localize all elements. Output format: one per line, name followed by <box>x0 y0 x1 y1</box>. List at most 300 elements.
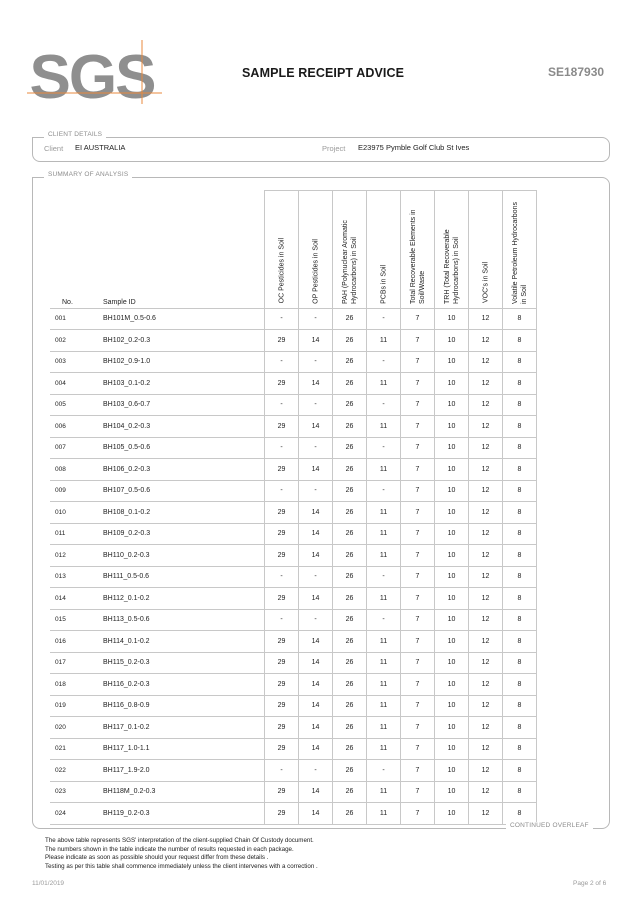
result-count-cell: 8 <box>503 631 537 653</box>
sample-number-cell: 007 <box>50 437 100 459</box>
result-count-cell: 8 <box>503 437 537 459</box>
result-count-cell: 11 <box>367 717 401 739</box>
result-count-cell: 12 <box>469 760 503 782</box>
sample-id-cell: BH108_0.1-0.2 <box>100 502 265 524</box>
result-count-cell: 12 <box>469 480 503 502</box>
result-count-cell: 10 <box>435 480 469 502</box>
result-count-cell: 26 <box>333 545 367 567</box>
result-count-cell: 8 <box>503 416 537 438</box>
result-count-cell: - <box>367 609 401 631</box>
result-count-cell: 14 <box>299 738 333 760</box>
sample-id-cell: BH107_0.5-0.6 <box>100 480 265 502</box>
result-count-cell: 10 <box>435 308 469 330</box>
project-value: E23975 Pymble Golf Club St Ives <box>358 143 470 152</box>
result-count-cell: 11 <box>367 738 401 760</box>
result-count-cell: 26 <box>333 523 367 545</box>
sample-number-cell: 009 <box>50 480 100 502</box>
result-count-cell: 29 <box>265 631 299 653</box>
result-count-cell: 12 <box>469 803 503 825</box>
result-count-cell: 12 <box>469 717 503 739</box>
result-count-cell: 12 <box>469 459 503 481</box>
result-count-cell: 7 <box>401 631 435 653</box>
result-count-cell: 11 <box>367 631 401 653</box>
result-count-cell: 14 <box>299 459 333 481</box>
sample-id-cell: BH101M_0.5-0.6 <box>100 308 265 330</box>
result-count-cell: - <box>299 351 333 373</box>
result-count-cell: 12 <box>469 523 503 545</box>
result-count-cell: 14 <box>299 416 333 438</box>
result-count-cell: 26 <box>333 760 367 782</box>
sample-number-cell: 006 <box>50 416 100 438</box>
note-line: Please indicate as soon as possible should your request differ from these details . <box>45 854 269 861</box>
sample-number-cell: 004 <box>50 373 100 395</box>
result-count-cell: - <box>299 437 333 459</box>
result-count-cell: 8 <box>503 717 537 739</box>
col-header-label: OP Pesticides in Soil <box>312 238 319 304</box>
result-count-cell: - <box>265 609 299 631</box>
result-count-cell: 8 <box>503 652 537 674</box>
result-count-cell: 26 <box>333 308 367 330</box>
result-count-cell: 14 <box>299 652 333 674</box>
result-count-cell: - <box>265 351 299 373</box>
result-count-cell: 26 <box>333 351 367 373</box>
col-header-oc-pesticides <box>265 191 299 309</box>
table-row <box>50 588 537 610</box>
table-row <box>50 566 537 588</box>
result-count-cell: 14 <box>299 803 333 825</box>
result-count-cell: 26 <box>333 480 367 502</box>
result-count-cell: 14 <box>299 674 333 696</box>
note-line: The above table represents SGS' interpretation of the client-supplied Chain Of Custody document. <box>45 837 314 844</box>
col-header-label: TRH (Total Recoverable Hydrocarbons) in Soil <box>443 228 460 304</box>
footer-date: 11/01/2019 <box>32 880 65 887</box>
sample-number-cell: 023 <box>50 781 100 803</box>
result-count-cell: 29 <box>265 416 299 438</box>
result-count-cell: 8 <box>503 308 537 330</box>
result-count-cell: 7 <box>401 545 435 567</box>
result-count-cell: 29 <box>265 588 299 610</box>
note-line: Testing as per this table shall commence immediately unless the client intervenes with a correction . <box>45 862 318 870</box>
result-count-cell: - <box>265 437 299 459</box>
table-row <box>50 674 537 696</box>
table-row <box>50 652 537 674</box>
result-count-cell: 29 <box>265 695 299 717</box>
sample-number-cell: 011 <box>50 523 100 545</box>
table-body <box>50 308 537 824</box>
sample-id-cell: BH113_0.5-0.6 <box>100 609 265 631</box>
result-count-cell: - <box>265 480 299 502</box>
table-row <box>50 717 537 739</box>
result-count-cell: 10 <box>435 717 469 739</box>
result-count-cell: 10 <box>435 631 469 653</box>
footer-page-number: Page 2 of 6 <box>573 880 607 887</box>
result-count-cell: - <box>299 566 333 588</box>
table-row <box>50 738 537 760</box>
sample-number-cell: 013 <box>50 566 100 588</box>
result-count-cell: 10 <box>435 566 469 588</box>
result-count-cell: 29 <box>265 781 299 803</box>
result-count-cell: 12 <box>469 609 503 631</box>
sample-id-cell: BH105_0.5-0.6 <box>100 437 265 459</box>
sample-id-cell: BH119_0.2-0.3 <box>100 803 265 825</box>
col-header-pcbs <box>367 191 401 309</box>
table-row <box>50 459 537 481</box>
result-count-cell: 12 <box>469 631 503 653</box>
result-count-cell: 12 <box>469 330 503 352</box>
document-number: SE187930 <box>548 65 605 79</box>
result-count-cell: 8 <box>503 523 537 545</box>
sample-number-cell: 019 <box>50 695 100 717</box>
result-count-cell: 12 <box>469 394 503 416</box>
result-count-cell: 26 <box>333 588 367 610</box>
table-row <box>50 416 537 438</box>
result-count-cell: 8 <box>503 781 537 803</box>
sample-id-cell: BH103_0.1-0.2 <box>100 373 265 395</box>
result-count-cell: 7 <box>401 652 435 674</box>
result-count-cell: 8 <box>503 609 537 631</box>
result-count-cell: 12 <box>469 308 503 330</box>
result-count-cell: 29 <box>265 459 299 481</box>
sample-id-cell: BH106_0.2-0.3 <box>100 459 265 481</box>
result-count-cell: 7 <box>401 437 435 459</box>
result-count-cell: 10 <box>435 394 469 416</box>
col-header-label: PAH (Polynuclear Aromatic Hydrocarbons) in Soil <box>341 219 358 304</box>
result-count-cell: 29 <box>265 803 299 825</box>
result-count-cell: 29 <box>265 738 299 760</box>
table-row <box>50 695 537 717</box>
result-count-cell: 11 <box>367 545 401 567</box>
result-count-cell: 12 <box>469 437 503 459</box>
client-label: Client <box>44 144 64 153</box>
result-count-cell: 10 <box>435 588 469 610</box>
result-count-cell: 29 <box>265 674 299 696</box>
result-count-cell: 10 <box>435 523 469 545</box>
col-header-no: No. <box>50 191 100 309</box>
sample-id-cell: BH117_1.0-1.1 <box>100 738 265 760</box>
result-count-cell: - <box>265 760 299 782</box>
result-count-cell: 26 <box>333 609 367 631</box>
project-label: Project <box>322 144 346 153</box>
sgs-logo-text: SGS <box>29 43 155 104</box>
sample-number-cell: 005 <box>50 394 100 416</box>
result-count-cell: 14 <box>299 502 333 524</box>
result-count-cell: 26 <box>333 717 367 739</box>
result-count-cell: 12 <box>469 545 503 567</box>
table-header-row <box>50 191 537 309</box>
result-count-cell: 11 <box>367 652 401 674</box>
result-count-cell: 26 <box>333 502 367 524</box>
notes-block <box>45 837 318 871</box>
sample-number-cell: 008 <box>50 459 100 481</box>
result-count-cell: 7 <box>401 351 435 373</box>
result-count-cell: 12 <box>469 781 503 803</box>
result-count-cell: - <box>265 308 299 330</box>
result-count-cell: 26 <box>333 803 367 825</box>
result-count-cell: 29 <box>265 330 299 352</box>
sample-number-cell: 014 <box>50 588 100 610</box>
result-count-cell: 8 <box>503 760 537 782</box>
result-count-cell: 8 <box>503 566 537 588</box>
col-header-label: Total Recoverable Elements in Soil/Waste <box>409 208 426 304</box>
result-count-cell: 10 <box>435 760 469 782</box>
sample-number-cell: 020 <box>50 717 100 739</box>
result-count-cell: 26 <box>333 631 367 653</box>
result-count-cell: 10 <box>435 652 469 674</box>
result-count-cell: 7 <box>401 803 435 825</box>
result-count-cell: 29 <box>265 373 299 395</box>
result-count-cell: 29 <box>265 652 299 674</box>
result-count-cell: 8 <box>503 545 537 567</box>
result-count-cell: 26 <box>333 652 367 674</box>
result-count-cell: - <box>367 308 401 330</box>
document-title: SAMPLE RECEIPT ADVICE <box>242 66 405 80</box>
result-count-cell: - <box>367 351 401 373</box>
col-header-label: PCBs in Soil <box>380 264 387 304</box>
result-count-cell: 10 <box>435 330 469 352</box>
sample-number-cell: 003 <box>50 351 100 373</box>
result-count-cell: - <box>367 437 401 459</box>
client-details-legend: CLIENT DETAILS <box>44 131 106 138</box>
result-count-cell: 8 <box>503 674 537 696</box>
result-count-cell: 8 <box>503 588 537 610</box>
table-row <box>50 545 537 567</box>
col-header-total-recoverable-elements <box>401 191 435 309</box>
result-count-cell: 7 <box>401 717 435 739</box>
sample-id-cell: BH117_0.1-0.2 <box>100 717 265 739</box>
result-count-cell: 14 <box>299 717 333 739</box>
sample-id-cell: BH102_0.9-1.0 <box>100 351 265 373</box>
result-count-cell: 11 <box>367 330 401 352</box>
sample-id-cell: BH118M_0.2-0.3 <box>100 781 265 803</box>
sgs-logo <box>27 40 162 104</box>
result-count-cell: 10 <box>435 695 469 717</box>
result-count-cell: 11 <box>367 502 401 524</box>
result-count-cell: 7 <box>401 566 435 588</box>
result-count-cell: - <box>367 394 401 416</box>
col-header-label: VOC's in Soil <box>482 262 489 304</box>
result-count-cell: 7 <box>401 394 435 416</box>
col-header-label: OC Pesticides in Soil <box>278 238 285 304</box>
result-count-cell: 12 <box>469 502 503 524</box>
result-count-cell: 29 <box>265 717 299 739</box>
sample-id-cell: BH116_0.2-0.3 <box>100 674 265 696</box>
note-line: The numbers shown in the table indicate the number of results requested in each package. <box>45 845 294 853</box>
result-count-cell: 7 <box>401 674 435 696</box>
result-count-cell: 26 <box>333 738 367 760</box>
result-count-cell: 12 <box>469 566 503 588</box>
result-count-cell: 12 <box>469 652 503 674</box>
result-count-cell: - <box>367 566 401 588</box>
result-count-cell: 11 <box>367 459 401 481</box>
table-row <box>50 609 537 631</box>
result-count-cell: - <box>299 480 333 502</box>
col-header-sample-id: Sample ID <box>100 191 265 309</box>
result-count-cell: 7 <box>401 760 435 782</box>
sample-number-cell: 017 <box>50 652 100 674</box>
result-count-cell: 12 <box>469 373 503 395</box>
result-count-cell: 12 <box>469 695 503 717</box>
sample-number-cell: 002 <box>50 330 100 352</box>
result-count-cell: 14 <box>299 373 333 395</box>
col-header-trh <box>435 191 469 309</box>
result-count-cell: - <box>265 566 299 588</box>
sample-number-cell: 021 <box>50 738 100 760</box>
result-count-cell: 26 <box>333 566 367 588</box>
summary-table <box>50 190 537 825</box>
result-count-cell: 11 <box>367 523 401 545</box>
result-count-cell: 26 <box>333 459 367 481</box>
table-row <box>50 480 537 502</box>
result-count-cell: 7 <box>401 523 435 545</box>
col-header-volatile-petroleum <box>503 191 537 309</box>
result-count-cell: 26 <box>333 695 367 717</box>
result-count-cell: 14 <box>299 330 333 352</box>
sample-number-cell: 018 <box>50 674 100 696</box>
result-count-cell: 26 <box>333 437 367 459</box>
result-count-cell: 8 <box>503 330 537 352</box>
result-count-cell: 12 <box>469 674 503 696</box>
result-count-cell: 26 <box>333 781 367 803</box>
result-count-cell: 29 <box>265 545 299 567</box>
sample-id-cell: BH111_0.5-0.6 <box>100 566 265 588</box>
result-count-cell: 12 <box>469 416 503 438</box>
result-count-cell: - <box>367 760 401 782</box>
sample-id-cell: BH109_0.2-0.3 <box>100 523 265 545</box>
table-row <box>50 330 537 352</box>
result-count-cell: 26 <box>333 394 367 416</box>
result-count-cell: 26 <box>333 373 367 395</box>
result-count-cell: 7 <box>401 416 435 438</box>
sample-id-cell: BH102_0.2-0.3 <box>100 330 265 352</box>
col-header-vocs <box>469 191 503 309</box>
result-count-cell: 8 <box>503 373 537 395</box>
sample-number-cell: 010 <box>50 502 100 524</box>
result-count-cell: 11 <box>367 674 401 696</box>
table-row <box>50 502 537 524</box>
result-count-cell: 12 <box>469 738 503 760</box>
result-count-cell: 8 <box>503 738 537 760</box>
result-count-cell: 10 <box>435 803 469 825</box>
sample-number-cell: 015 <box>50 609 100 631</box>
result-count-cell: 8 <box>503 695 537 717</box>
result-count-cell: 7 <box>401 308 435 330</box>
result-count-cell: 7 <box>401 459 435 481</box>
table-row <box>50 631 537 653</box>
result-count-cell: 7 <box>401 695 435 717</box>
sample-id-cell: BH116_0.8-0.9 <box>100 695 265 717</box>
result-count-cell: 10 <box>435 502 469 524</box>
col-header-op-pesticides <box>299 191 333 309</box>
summary-legend: SUMMARY OF ANALYSIS <box>44 171 132 178</box>
table-row <box>50 523 537 545</box>
result-count-cell: 14 <box>299 523 333 545</box>
result-count-cell: - <box>299 609 333 631</box>
result-count-cell: 11 <box>367 781 401 803</box>
sample-number-cell: 001 <box>50 308 100 330</box>
result-count-cell: 10 <box>435 351 469 373</box>
result-count-cell: - <box>299 308 333 330</box>
client-value: EI AUSTRALIA <box>75 143 126 152</box>
table-row <box>50 803 537 825</box>
result-count-cell: 29 <box>265 502 299 524</box>
result-count-cell: 14 <box>299 695 333 717</box>
sample-number-cell: 022 <box>50 760 100 782</box>
table-row <box>50 760 537 782</box>
result-count-cell: 11 <box>367 416 401 438</box>
result-count-cell: 26 <box>333 674 367 696</box>
result-count-cell: 11 <box>367 695 401 717</box>
result-count-cell: 8 <box>503 459 537 481</box>
result-count-cell: 8 <box>503 351 537 373</box>
result-count-cell: 11 <box>367 373 401 395</box>
result-count-cell: 10 <box>435 781 469 803</box>
result-count-cell: - <box>367 480 401 502</box>
result-count-cell: 12 <box>469 351 503 373</box>
result-count-cell: 12 <box>469 588 503 610</box>
result-count-cell: - <box>299 760 333 782</box>
table-row <box>50 437 537 459</box>
sample-id-cell: BH103_0.6-0.7 <box>100 394 265 416</box>
result-count-cell: 10 <box>435 437 469 459</box>
result-count-cell: 26 <box>333 330 367 352</box>
continued-overleaf: CONTINUED OVERLEAF <box>506 822 593 829</box>
result-count-cell: 10 <box>435 416 469 438</box>
table-row <box>50 308 537 330</box>
sample-number-cell: 024 <box>50 803 100 825</box>
result-count-cell: 7 <box>401 588 435 610</box>
sample-id-cell: BH115_0.2-0.3 <box>100 652 265 674</box>
result-count-cell: - <box>299 394 333 416</box>
result-count-cell: 7 <box>401 480 435 502</box>
result-count-cell: 7 <box>401 781 435 803</box>
result-count-cell: 10 <box>435 674 469 696</box>
sample-id-cell: BH104_0.2-0.3 <box>100 416 265 438</box>
result-count-cell: 14 <box>299 588 333 610</box>
result-count-cell: 10 <box>435 738 469 760</box>
result-count-cell: 14 <box>299 631 333 653</box>
sample-id-cell: BH110_0.2-0.3 <box>100 545 265 567</box>
result-count-cell: 8 <box>503 803 537 825</box>
result-count-cell: 8 <box>503 480 537 502</box>
result-count-cell: 29 <box>265 523 299 545</box>
table-row <box>50 394 537 416</box>
result-count-cell: 14 <box>299 545 333 567</box>
result-count-cell: 26 <box>333 416 367 438</box>
sample-id-cell: BH117_1.9-2.0 <box>100 760 265 782</box>
result-count-cell: 8 <box>503 394 537 416</box>
result-count-cell: 7 <box>401 502 435 524</box>
result-count-cell: 10 <box>435 373 469 395</box>
result-count-cell: 11 <box>367 803 401 825</box>
result-count-cell: 10 <box>435 609 469 631</box>
result-count-cell: 8 <box>503 502 537 524</box>
sample-number-cell: 012 <box>50 545 100 567</box>
sample-number-cell: 016 <box>50 631 100 653</box>
table-row <box>50 373 537 395</box>
result-count-cell: 7 <box>401 609 435 631</box>
table-row <box>50 781 537 803</box>
result-count-cell: 7 <box>401 373 435 395</box>
sample-id-cell: BH114_0.1-0.2 <box>100 631 265 653</box>
result-count-cell: 7 <box>401 330 435 352</box>
result-count-cell: 7 <box>401 738 435 760</box>
table-row <box>50 351 537 373</box>
result-count-cell: 14 <box>299 781 333 803</box>
result-count-cell: 10 <box>435 545 469 567</box>
result-count-cell: - <box>265 394 299 416</box>
result-count-cell: 11 <box>367 588 401 610</box>
col-header-label: Volatile Petroleum Hydrocarbons in Soil <box>511 201 528 304</box>
